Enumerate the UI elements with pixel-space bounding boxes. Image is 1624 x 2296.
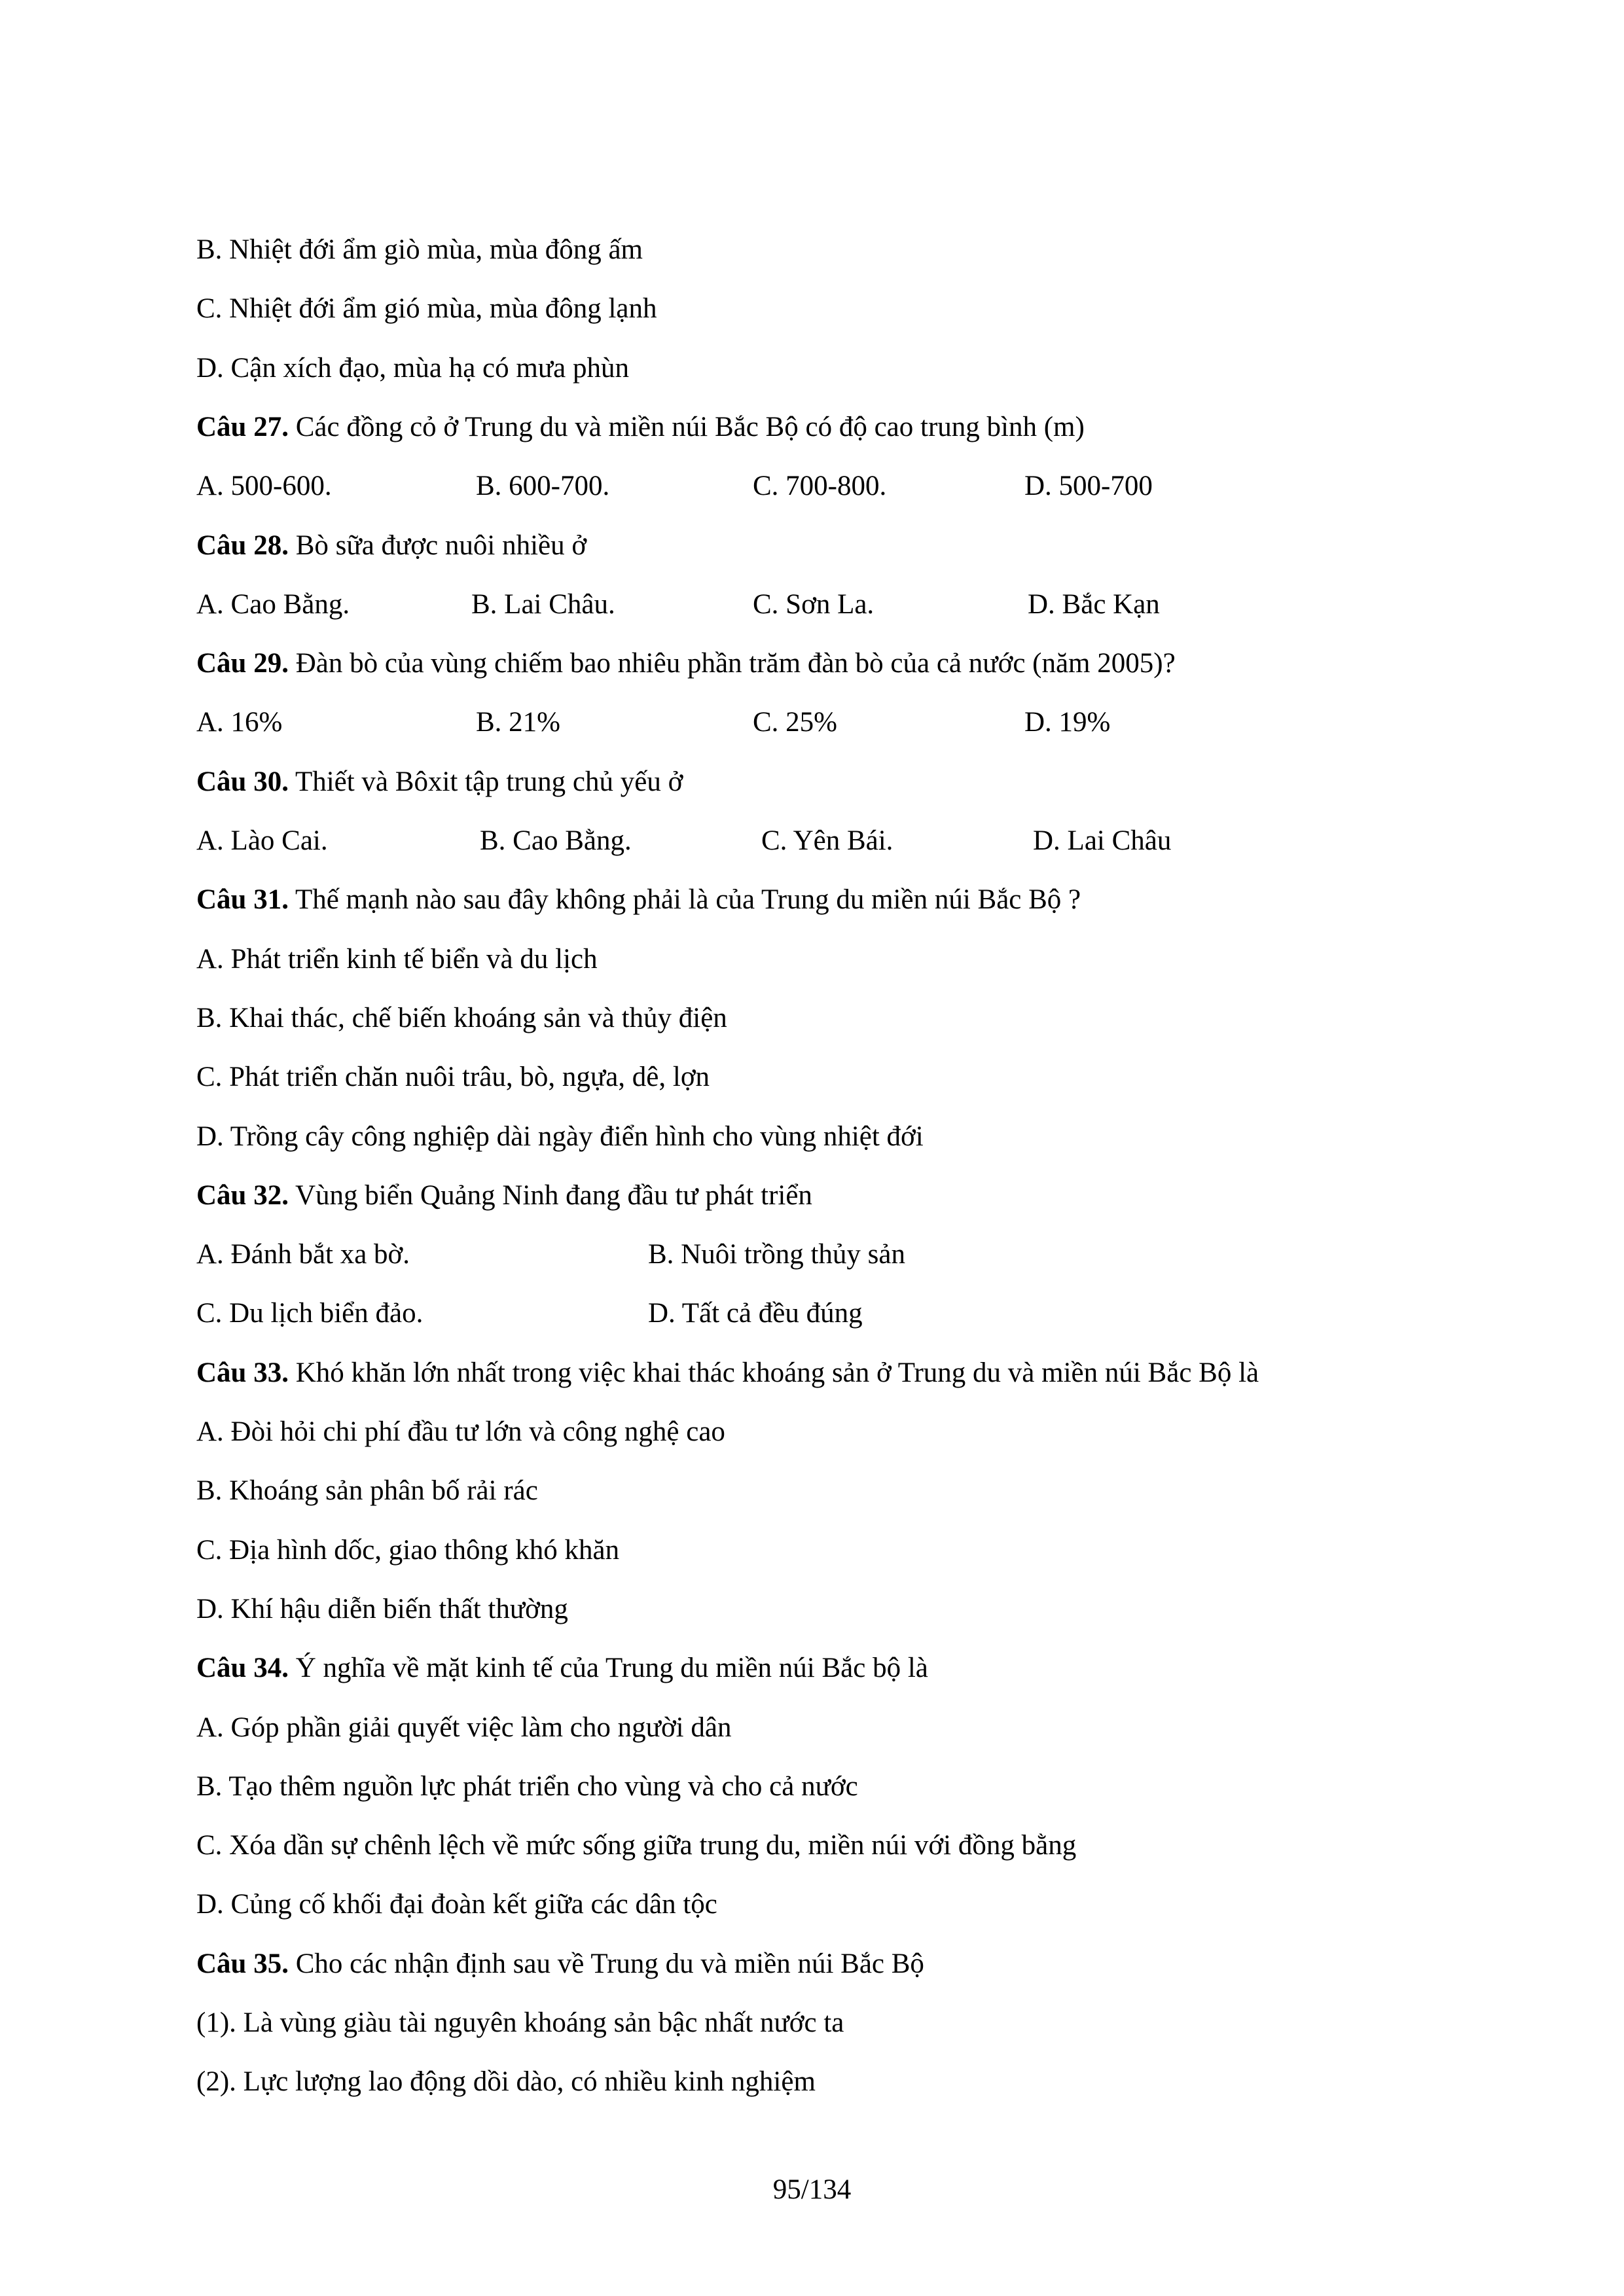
answer-option: D. Khí hậu diễn biến thất thường — [196, 1594, 568, 1624]
answer-option: C. Địa hình dốc, giao thông khó khăn — [196, 1535, 620, 1566]
answer-option: B. 21% — [476, 707, 560, 738]
question-text: Ý nghĩa về mặt kinh tế của Trung du miền núi Bắc bộ là — [288, 1653, 928, 1683]
answer-option: D. Lai Châu — [1033, 825, 1172, 856]
answer-option: A. Lào Cai. — [196, 825, 328, 856]
question-number: Câu 34. — [196, 1653, 289, 1683]
answer-option: D. Cận xích đạo, mùa hạ có mưa phùn — [196, 353, 629, 384]
question-number: Câu 27. — [196, 412, 289, 442]
answer-option: B. Lai Châu. — [471, 589, 615, 620]
answer-option: A. 16% — [196, 707, 283, 738]
question-line — [196, 1654, 928, 1682]
question-number: Câu 30. — [196, 766, 289, 797]
answer-option: A. Đánh bắt xa bờ. — [196, 1239, 410, 1270]
answer-option: B. Nhiệt đới ẩm giò mùa, mùa đông ấm — [196, 234, 643, 265]
answer-option: B. Tạo thêm nguồn lực phát triển cho vùng và cho cả nước — [196, 1771, 858, 1802]
answer-option: B. Khoáng sản phân bố rải rác — [196, 1475, 538, 1506]
answer-option: D. 19% — [1024, 707, 1111, 738]
question-text: Vùng biển Quảng Ninh đang đầu tư phát triển — [288, 1180, 812, 1211]
question-number: Câu 28. — [196, 530, 289, 561]
question-number: Câu 32. — [196, 1180, 289, 1211]
answer-option: D. 500-700 — [1024, 471, 1153, 501]
question-line — [196, 1181, 812, 1210]
question-number: Câu 35. — [196, 1948, 289, 1979]
answer-option: D. Trồng cây công nghiệp dài ngày điển hình cho vùng nhiệt đới — [196, 1121, 924, 1152]
answer-option: C. 25% — [753, 707, 837, 738]
answer-option: C. Yên Bái. — [761, 825, 893, 856]
answer-option: A. 500-600. — [196, 471, 332, 501]
answer-option: A. Góp phần giải quyết việc làm cho người dân — [196, 1712, 732, 1743]
answer-option: C. Phát triển chăn nuôi trâu, bò, ngựa, dê, lợn — [196, 1062, 710, 1092]
answer-option: B. Cao Bằng. — [480, 825, 632, 856]
question-text: Đàn bò của vùng chiếm bao nhiêu phần trăm đàn bò của cả nước (năm 2005)? — [288, 648, 1176, 679]
question-text: Khó khăn lớn nhất trong việc khai thác khoáng sản ở Trung du và miền núi Bắc Bộ là — [288, 1357, 1259, 1388]
question-line — [196, 531, 586, 560]
answer-option: C. Nhiệt đới ẩm gió mùa, mùa đông lạnh — [196, 293, 657, 324]
answer-option: (2). Lực lượng lao động dồi dào, có nhiều kinh nghiệm — [196, 2066, 816, 2097]
question-number: Câu 31. — [196, 884, 289, 915]
answer-option: D. Tất cả đều đúng — [648, 1298, 863, 1329]
answer-option: B. Nuôi trồng thủy sản — [648, 1239, 905, 1270]
answer-option: C. Du lịch biển đảo. — [196, 1298, 424, 1329]
question-line — [196, 1950, 924, 1978]
question-text: Cho các nhận định sau về Trung du và miền núi Bắc Bộ — [288, 1948, 924, 1979]
answer-option: (1). Là vùng giàu tài nguyên khoáng sản bậc nhất nước ta — [196, 2007, 844, 2038]
answer-option: A. Phát triển kinh tế biển và du lịch — [196, 944, 598, 975]
question-line — [196, 649, 1176, 677]
question-line — [196, 1359, 1259, 1387]
answer-option: A. Đòi hỏi chi phí đầu tư lớn và công nghệ cao — [196, 1416, 725, 1447]
answer-option: C. Xóa dần sự chênh lệch về mức sống giữa trung du, miền núi với đồng bằng — [196, 1830, 1077, 1861]
page-number: 95/134 — [772, 2174, 852, 2205]
question-text: Thế mạnh nào sau đây không phải là của Trung du miền núi Bắc Bộ ? — [288, 884, 1081, 915]
answer-option: D. Củng cố khối đại đoàn kết giữa các dân tộc — [196, 1889, 717, 1920]
question-text: Bò sữa được nuôi nhiều ở — [288, 530, 587, 561]
question-text: Các đồng cỏ ở Trung du và miền núi Bắc Bộ có độ cao trung bình (m) — [288, 412, 1085, 442]
question-number: Câu 29. — [196, 648, 289, 679]
question-line — [196, 413, 1085, 441]
answer-option: B. 600-700. — [476, 471, 610, 501]
answer-option: A. Cao Bằng. — [196, 589, 350, 620]
question-text: Thiết và Bôxit tập trung chủ yếu ở — [288, 766, 683, 797]
question-line — [196, 886, 1081, 914]
question-line — [196, 768, 683, 796]
question-number: Câu 33. — [196, 1357, 289, 1388]
answer-option: D. Bắc Kạn — [1028, 589, 1160, 620]
answer-option: C. Sơn La. — [753, 589, 875, 620]
answer-option: C. 700-800. — [753, 471, 887, 501]
answer-option: B. Khai thác, chế biến khoáng sản và thủy điện — [196, 1003, 727, 1033]
